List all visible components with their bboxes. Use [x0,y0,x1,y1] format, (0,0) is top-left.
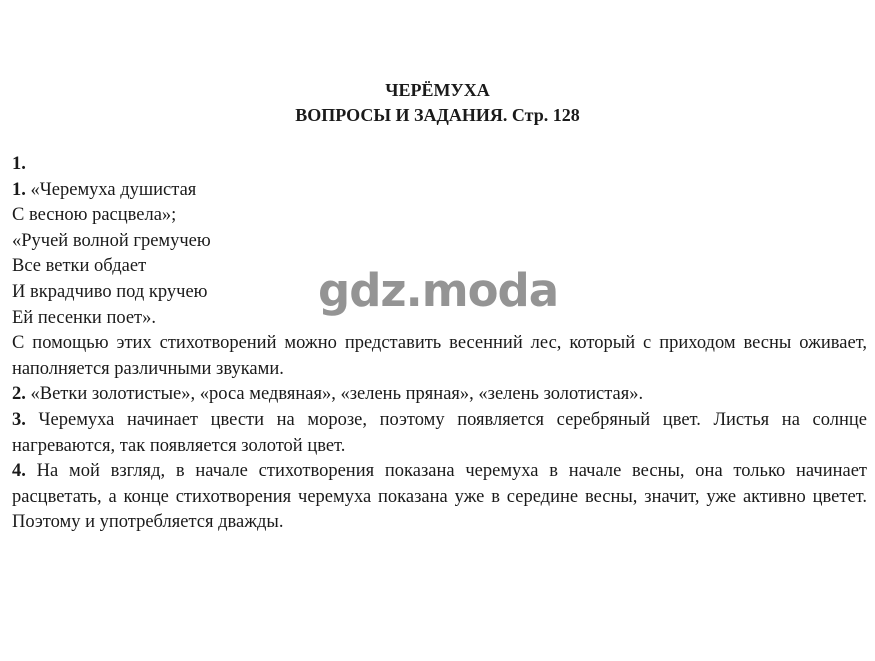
poem-line-2: С весною расцвела»; [12,205,177,226]
answer-4-text: На мой взгляд, в начале стихотворения показана черемуха в начале весны, она только начинает расцветать, а конце стихотворения черемуха показана уже в середине весны, значит, уже активно цветет. Поэтому и употребляется дважды. [12,461,868,533]
answers-body [12,152,867,536]
answer-2-text: «Ветки золотистые», «роса медвяная», «зелень пряная», «зелень золотистая». [30,384,644,405]
answer-2 [12,382,867,408]
section-number: 1. [12,154,26,174]
watermark-logo: gdz.moda [318,264,559,317]
answer-2-number: 2. [12,384,26,405]
page-title: ЧЕРЁМУХА [385,80,490,100]
poem-line-3: «Ручей волной гремучею [12,230,211,251]
poem-line-5: И вкрадчиво под кручею [12,281,208,302]
answer-1-text: С помощью этих стихотворений можно представить весенний лес, который с приходом весны оживает, наполняется различными звуками. [12,333,867,379]
answer-1-number: 1. [12,179,26,200]
answer-1-first-line [12,178,867,204]
poem-line-4: Все ветки обдает [12,256,147,277]
poem-line-6: Ей песенки поет». [12,307,157,328]
page-subtitle: ВОПРОСЫ И ЗАДАНИЯ. Стр. 128 [295,105,580,125]
answer-3-number: 3. [12,409,26,430]
poem-line-1: «Черемуха душистая [30,179,197,200]
answer-4-number: 4. [12,461,26,482]
answer-3 [12,408,867,459]
answer-4 [12,459,867,536]
answer-3-text: Черемуха начинает цвести на морозе, поэтому появляется серебряный цвет. Листья на солнце нагреваются, так появляется золотой цвет. [12,409,868,456]
